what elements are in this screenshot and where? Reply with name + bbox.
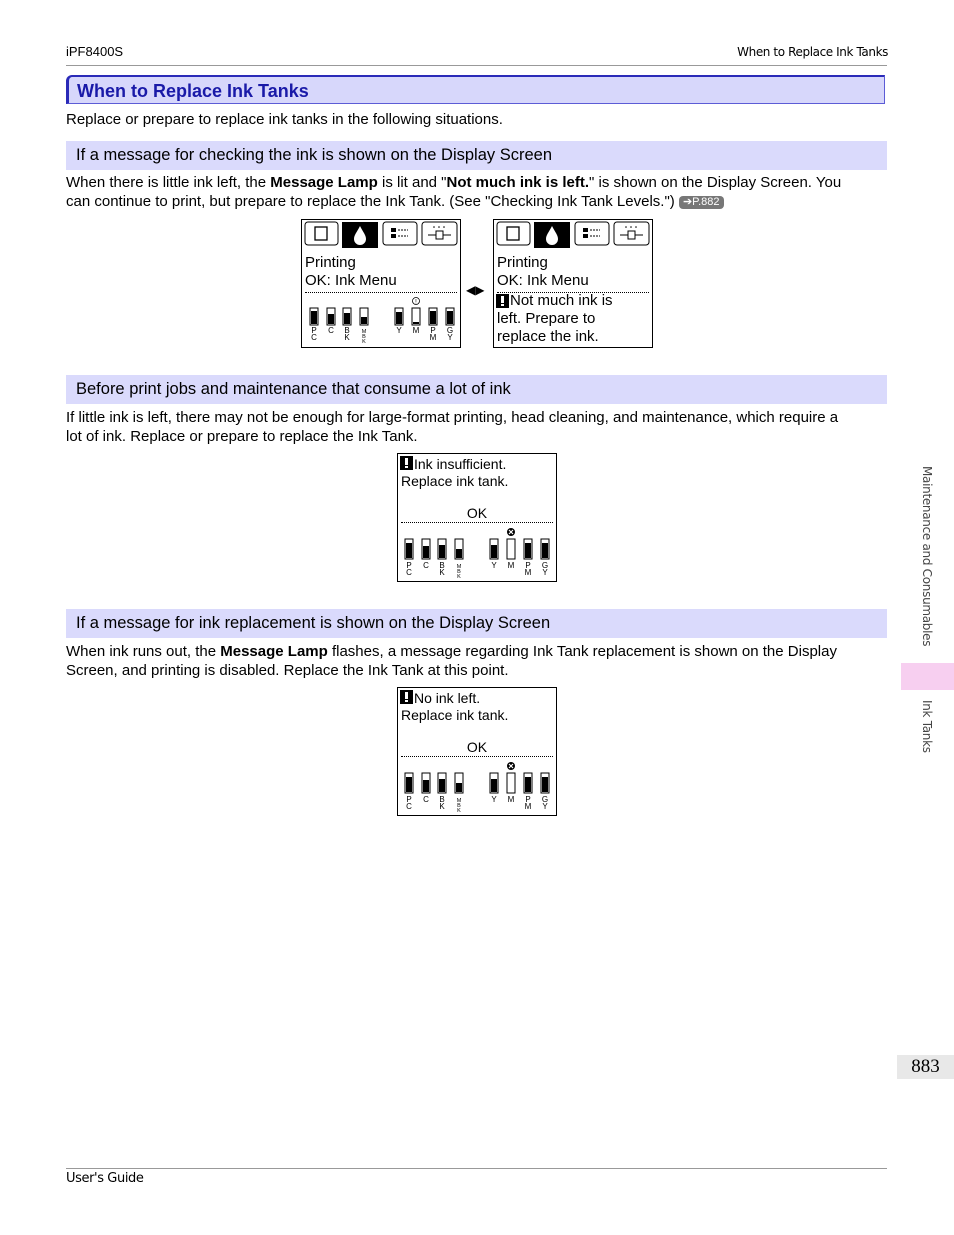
- page-title-bar: [66, 75, 885, 104]
- ink-label-y: Y: [396, 326, 402, 335]
- display-tab-icons: [302, 220, 460, 250]
- ink-label-pm: P M: [524, 795, 532, 811]
- ink-label-m: M: [507, 561, 515, 570]
- ink-label-y: Y: [491, 795, 497, 804]
- screen-toggle-arrows-icon: ◀▶: [466, 283, 485, 297]
- section3-heading: If a message for ink replacement is shown on the Display Screen: [76, 614, 551, 632]
- ink-tank-c: [422, 773, 430, 793]
- s3-message-lamp: Message Lamp: [220, 643, 328, 660]
- screen-c-line2: Replace ink tank.: [401, 473, 509, 489]
- ink-tank-pm: [524, 539, 532, 559]
- page-ref-link[interactable]: ➔P.882: [679, 196, 724, 209]
- ink-level-gauge: [398, 759, 556, 815]
- ink-tank-pm: [524, 773, 532, 793]
- display-screen-ink-insufficient: [397, 453, 557, 582]
- section2-text: [66, 408, 881, 446]
- ink-tank-y: [395, 308, 403, 325]
- ink-tank-bk: [438, 773, 446, 793]
- screen-c-divider: [401, 522, 553, 523]
- section2-heading: Before print jobs and maintenance that consume a lot of ink: [76, 380, 511, 398]
- ink-tank-mbk: [360, 308, 368, 325]
- ink-tank-m: [507, 773, 515, 793]
- ink-tank-pc: [405, 539, 413, 559]
- s1-message-lamp: Message Lamp: [270, 174, 378, 191]
- screen-d-divider: [401, 756, 553, 757]
- ink-tank-gy: [541, 773, 549, 793]
- section1-heading: If a message for checking the ink is shown on the Display Screen: [76, 146, 552, 164]
- ink-tank-y: [490, 773, 498, 793]
- alert-icon: [496, 294, 509, 308]
- footer-text: User's Guide: [66, 1171, 144, 1186]
- display-screen-not-much-ink: [493, 219, 653, 348]
- section1-text: [66, 173, 881, 211]
- header-model: iPF8400S: [66, 44, 124, 59]
- ink-label-pc: P C: [406, 795, 412, 811]
- ink-label-pm: P M: [524, 561, 532, 577]
- section1-heading-bar: [66, 141, 887, 170]
- ink-tank-pm: [429, 308, 437, 325]
- ink-tank-gy: [541, 539, 549, 559]
- s2-text-line2: lot of ink. Replace or prepare to replace the Ink Tank.: [66, 428, 418, 445]
- section3-text: [66, 642, 881, 680]
- screen-a-divider: [305, 292, 457, 293]
- ink-label-pc: P C: [406, 561, 412, 577]
- ink-label-gy: G Y: [541, 795, 549, 811]
- ink-label-m: M: [507, 795, 515, 804]
- ink-tank-pc: [405, 773, 413, 793]
- ink-tank-bk: [438, 539, 446, 559]
- ink-tank-pc: [310, 308, 318, 325]
- ink-tank-mbk: [455, 773, 463, 793]
- screen-a-line1: Printing: [305, 254, 356, 271]
- s3-text-c: flashes, a message regarding Ink Tank replacement is shown on the Display: [327, 643, 837, 660]
- ink-level-gauge: [398, 525, 556, 581]
- ink-tank-y: [490, 539, 498, 559]
- ink-level-gauge: [302, 296, 460, 346]
- sidebar-chapter: Maintenance and Consumables: [920, 466, 934, 647]
- page-number: 883: [897, 1055, 954, 1079]
- ink-label-mbk: M B K: [456, 798, 462, 814]
- screen-a-line2: OK: Ink Menu: [305, 272, 397, 289]
- ink-label-bk: B K: [439, 561, 445, 577]
- intro-text: Replace or prepare to replace ink tanks in the following situations.: [66, 111, 503, 128]
- section2-heading-bar: [66, 375, 887, 404]
- ink-label-gy: G Y: [446, 326, 454, 342]
- section3-heading-bar: [66, 609, 887, 638]
- display-tab-icons: [494, 220, 652, 250]
- screen-c-line1: Ink insufficient.: [414, 456, 507, 472]
- ink-label-bk: B K: [344, 326, 350, 342]
- header-rule: [66, 65, 887, 66]
- alert-icon: [400, 690, 413, 704]
- screen-d-line1: No ink left.: [414, 690, 481, 706]
- sidebar-topic: Ink Tanks: [920, 700, 934, 753]
- ink-label-mbk: M B K: [456, 564, 462, 580]
- ink-label-c: C: [423, 561, 429, 570]
- sidebar-highlight: [901, 663, 954, 690]
- page-title: When to Replace Ink Tanks: [77, 81, 309, 101]
- s3-text-line2: Screen, and printing is disabled. Replace the Ink Tank at this point.: [66, 662, 509, 679]
- screen-b-line1: Printing: [497, 254, 548, 271]
- screen-b-line4: left. Prepare to: [497, 310, 596, 327]
- screen-b-line2: OK: Ink Menu: [497, 272, 589, 289]
- ink-tank-m: [507, 539, 515, 559]
- display-screen-printing: [301, 219, 461, 348]
- svg-text:!: !: [415, 299, 417, 306]
- s1-not-much-ink: Not much ink is left.: [446, 174, 590, 191]
- ink-label-bk: B K: [439, 795, 445, 811]
- ink-tank-bk: [343, 308, 351, 325]
- ok-button[interactable]: OK: [466, 505, 488, 521]
- ink-label-c: C: [328, 326, 334, 335]
- ok-button[interactable]: OK: [466, 739, 488, 755]
- s1-text-a: When there is little ink left, the: [66, 174, 271, 191]
- s3-text-a: When ink runs out, the: [66, 643, 221, 660]
- screen-d-line2: Replace ink tank.: [401, 707, 509, 723]
- s1-text-line2: can continue to print, but prepare to replace the Ink Tank. (See "Checking Ink Tank Levels."): [66, 193, 679, 210]
- screen-b-line3: Not much ink is: [510, 292, 613, 309]
- ink-tank-mbk: [455, 539, 463, 559]
- footer-rule: [66, 1168, 887, 1169]
- alert-icon: [400, 456, 413, 470]
- s2-text-line1: If little ink is left, there may not be enough for large-format printing, head cleaning, and maintenance, which require a: [66, 409, 839, 426]
- s1-text-e: " is shown on the Display Screen. You: [589, 174, 842, 191]
- ink-label-m: M: [412, 326, 420, 335]
- screen-b-line5: replace the ink.: [497, 328, 599, 345]
- ink-tank-gy: [446, 308, 454, 325]
- ink-tank-c: [422, 539, 430, 559]
- ink-tank-m: [412, 308, 420, 325]
- s1-text-c: is lit and ": [377, 174, 447, 191]
- ink-label-mbk: M B K: [361, 329, 367, 345]
- display-screen-no-ink: [397, 687, 557, 816]
- header-section: When to Replace Ink Tanks: [737, 45, 888, 59]
- ink-label-pm: P M: [429, 326, 437, 342]
- ink-tank-c: [327, 308, 335, 325]
- ink-label-c: C: [423, 795, 429, 804]
- ink-label-pc: P C: [311, 326, 317, 342]
- ink-label-y: Y: [491, 561, 497, 570]
- ink-label-gy: G Y: [541, 561, 549, 577]
